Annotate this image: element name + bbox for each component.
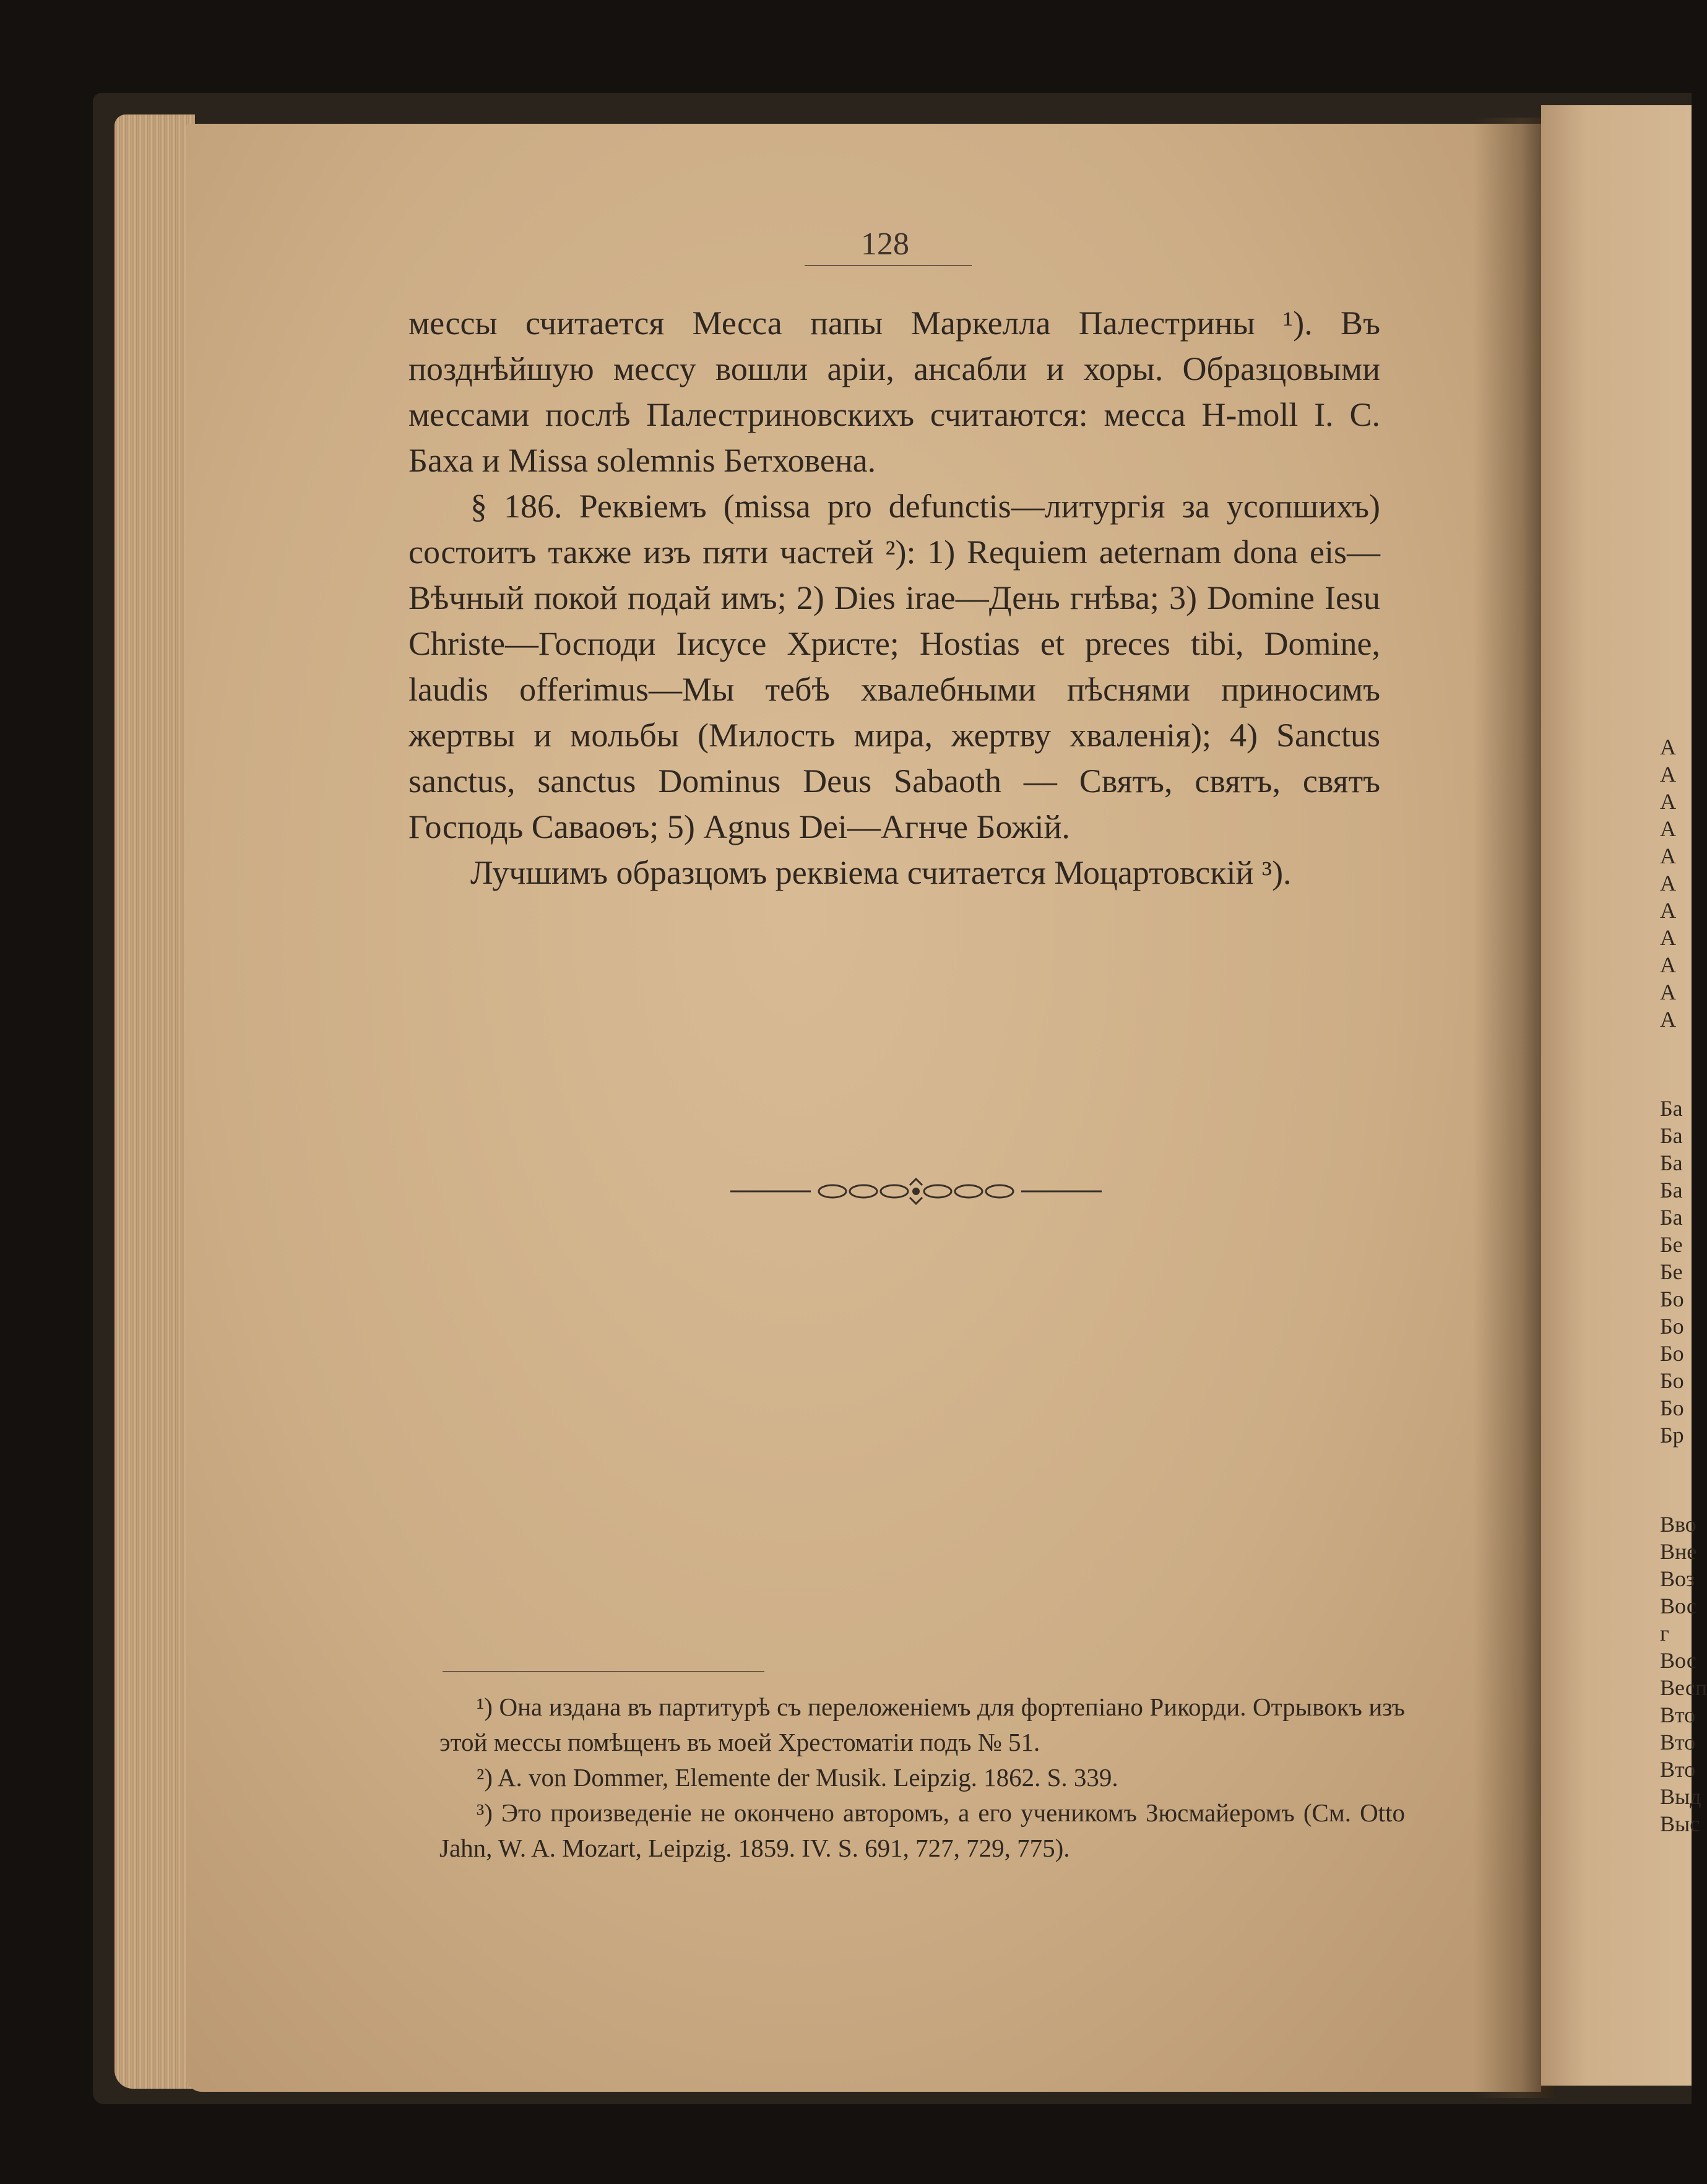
right-page-line: Бо xyxy=(1660,1341,1684,1366)
right-page-line: А xyxy=(1660,898,1676,923)
right-page-line: А xyxy=(1660,980,1676,1004)
paragraph-mozart: Лучшимъ образцомъ реквіема считается Моцартовскій ³). xyxy=(470,854,1292,891)
right-page-line: Воз xyxy=(1660,1566,1695,1591)
right-page-line: Вос xyxy=(1660,1648,1696,1673)
footnote-3: ³) Это произведеніе не окончено авторомъ, а его ученикомъ Зюсмайеромъ (См. Otto Jahn, W. A. Mozart, Leipzig. 1859. IV. S. 691, 727, 729, 775). xyxy=(439,1798,1405,1862)
right-page-line: А xyxy=(1660,1007,1676,1032)
right-page-line: Вто xyxy=(1660,1703,1696,1727)
page-number-rule xyxy=(805,265,972,266)
right-page-line: Бр xyxy=(1660,1423,1684,1448)
right-page-line: Бо xyxy=(1660,1368,1684,1393)
right-page-line: г xyxy=(1660,1621,1669,1646)
right-page-line: Бо xyxy=(1660,1314,1684,1339)
ornament-divider xyxy=(730,1173,1102,1210)
right-page-line: Бе xyxy=(1660,1259,1683,1284)
right-page-line: Вво xyxy=(1660,1512,1696,1537)
right-page-line: А xyxy=(1660,925,1676,950)
right-page-line: Вто xyxy=(1660,1757,1696,1782)
main-text xyxy=(408,300,1380,896)
right-page-line: Ба xyxy=(1660,1150,1683,1175)
page-number: 128 xyxy=(861,227,909,262)
right-page-index xyxy=(1660,733,1707,1837)
footnotes xyxy=(439,1690,1405,1866)
right-page-line: Ба xyxy=(1660,1096,1683,1121)
footnote-rule xyxy=(443,1671,764,1672)
right-page-line: Ба xyxy=(1660,1178,1683,1202)
page-stack-edge xyxy=(115,114,195,2089)
right-page-line: Вос xyxy=(1660,1594,1696,1618)
right-page-line: Бо xyxy=(1660,1287,1684,1311)
right-page-line: А xyxy=(1660,762,1676,787)
footnote-1: ¹) Она издана въ партитурѣ съ переложеніемъ для фортепіано Рикорди. Отрывокъ изъ этой мессы помѣщенъ въ моей Хрестоматіи подъ № 51. xyxy=(439,1693,1405,1756)
right-page-line: Выд xyxy=(1660,1784,1701,1809)
right-page-line: Вто xyxy=(1660,1730,1696,1755)
right-page-line: Ба xyxy=(1660,1205,1683,1230)
paragraph-requiem: § 186. Реквіемъ (missa pro defunctis—литургія за усопшихъ) состоитъ также изъ пяти частей ²): 1) Requiem aeternam dona eis—Вѣчный покой подай имъ; 2) Dies irae—День гнѣва; 3) Domine Iesu Christe—Господи Іисусе Христе; Hostias et preces tibi, Domine, laudis offerimus—Мы тебѣ хвалебными пѣснями приносимъ жертвы и мольбы (Милость мира, жертву хваленія); 4) Sanctus sanctus, sanctus Dominus Deus Sabaoth — Святъ, святъ, святъ Господь Саваоѳъ; 5) Agnus Dei—Агнче Божій. xyxy=(408,488,1380,845)
right-page-line: А xyxy=(1660,735,1676,759)
right-page-line: А xyxy=(1660,952,1676,977)
right-page-line: Ба xyxy=(1660,1123,1683,1148)
right-page-line: А xyxy=(1660,844,1676,868)
paragraph-mass: мессы считается Месса папы Маркелла Палестрины ¹). Въ позднѣйшую мессу вошли аріи, ансабли и хоры. Образцовыми мессами послѣ Палестриновскихъ считаются: месса H-moll І. С. Баха и Missa solemnis Бетховена. xyxy=(408,304,1380,479)
right-page-line: Бе xyxy=(1660,1232,1683,1257)
right-page-line: А xyxy=(1660,789,1676,814)
right-page-line: А xyxy=(1660,816,1676,841)
footnote-2: ²) A. von Dommer, Elemente der Musik. Leipzig. 1862. S. 339. xyxy=(477,1763,1118,1792)
right-page-line: Вне xyxy=(1660,1539,1697,1564)
right-page-line: А xyxy=(1660,871,1676,896)
right-page-line: Бо xyxy=(1660,1396,1684,1420)
right-page-line: Весп xyxy=(1660,1675,1707,1700)
right-page-line: Выс xyxy=(1660,1811,1700,1836)
